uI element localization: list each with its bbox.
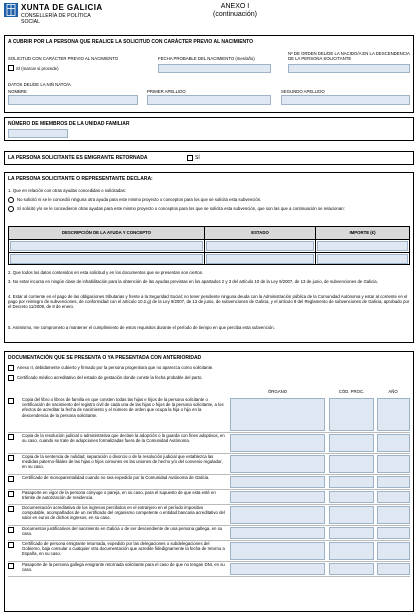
probable-date-field[interactable] bbox=[158, 64, 271, 73]
declaration-item3: 3. No estar incursa en ningún clase de inhabilitación para la obtención de las ayudas previstas en los apartados 2 y 3 del artículo 10 de la Ley 9/2007, de 13 de junio, de subvenciones de Galicia. bbox=[8, 279, 378, 284]
doc-item-row bbox=[8, 397, 410, 433]
section-prior-birth-title: A CUBRIR POR LA PERSONA QUE REALICE LA SOLICITUD CON CARÁCTER PREVIO AL NACIMIENTO bbox=[8, 39, 254, 45]
doc-item-codproc-field[interactable] bbox=[329, 476, 374, 488]
doc-item-text: Pasaporte de la persona gallega emigrante retornada solicitante para el caso de que no tengan DNI, en su caso. bbox=[22, 562, 225, 573]
aid-amount-header: IMPORTE (€) bbox=[349, 230, 376, 235]
aid-desc-header: DESCRIPCIÓN DE LA AYUDA Y CONCEPTO bbox=[62, 230, 151, 235]
surname2-label: SEGUNDO APELLIDO bbox=[281, 89, 325, 94]
doc-item-organo-field[interactable] bbox=[230, 491, 325, 503]
doc-item-checkbox[interactable] bbox=[8, 527, 14, 533]
birth-order-field[interactable] bbox=[288, 64, 410, 73]
doc-item-row bbox=[8, 526, 410, 541]
aid-row2-amount-field[interactable] bbox=[317, 254, 408, 264]
aid-row2-status-field[interactable] bbox=[206, 254, 314, 264]
doc-item-checkbox[interactable] bbox=[8, 434, 14, 440]
doc-item-ano-field[interactable] bbox=[377, 434, 410, 452]
surname1-field[interactable] bbox=[147, 95, 271, 105]
doc-item-row bbox=[8, 541, 410, 562]
doc-item-codproc-field[interactable] bbox=[329, 563, 374, 575]
doc-item-codproc-field[interactable] bbox=[329, 491, 374, 503]
first-name-field[interactable] bbox=[8, 95, 138, 105]
declaration-item4: 4. Estar al corriente en el pago de las obligaciones tributarias y frente a la Seguridad Social; no tener pendiente ninguna deuda con la Administración pública de la Comunidad Autónoma y estar al corriente en el pago por reintegro de subvenciones, de conformidad con el artículo 10.2.g) de la Ley 9/2007, de 13 de junio, de subvenciones de Galicia, y el artículo 9 del Reglamento de subvenciones de Galicia, aprobado por el Decreto 11/2009, de 8 de enero. bbox=[8, 294, 410, 310]
doc-item-text: Documentos justificativos del nacimiento en Galicia o de ser descendiente de una persona gallega, en su caso. bbox=[22, 526, 223, 537]
doc-item-checkbox[interactable] bbox=[8, 542, 14, 548]
doc-annex2-checkbox[interactable] bbox=[8, 365, 14, 371]
doc-item-checkbox[interactable] bbox=[8, 398, 14, 404]
aid-status-header: ESTADO bbox=[251, 230, 269, 235]
documentation-title: DOCUMENTACIÓN QUE SE PRESENTA O YA PRESENTADA CON ANTERIORIDAD bbox=[8, 355, 202, 361]
doc-item-checkbox[interactable] bbox=[8, 476, 14, 482]
doc-item-ano-field[interactable] bbox=[377, 398, 410, 431]
xunta-logo-icon bbox=[4, 3, 18, 17]
doc-item-organo-field[interactable] bbox=[230, 455, 325, 473]
doc-item-checkbox[interactable] bbox=[8, 563, 14, 569]
doc-item-ano-field[interactable] bbox=[377, 476, 410, 488]
doc-item-codproc-field[interactable] bbox=[329, 527, 374, 539]
doc-item-organo-field[interactable] bbox=[230, 527, 325, 539]
col-codproc-header: CÓD. PROC. bbox=[338, 389, 365, 394]
declaration-item1: 1. Que en relación con otras ayudas concedidas o solicitadas: bbox=[8, 188, 126, 193]
doc-item-row bbox=[8, 562, 410, 577]
family-members-field[interactable] bbox=[8, 129, 68, 138]
birth-order-label: Nº DE ORDEN DEL/DE LA NACIDO/A EN LA DESCENDENCIA DE LA PERSONA SOLICITANTE bbox=[288, 51, 410, 62]
doc-item-ano-field[interactable] bbox=[377, 527, 410, 539]
surname2-field[interactable] bbox=[281, 95, 410, 105]
doc-item-row bbox=[8, 454, 410, 475]
aid-row1-status-field[interactable] bbox=[206, 241, 314, 251]
org-name: XUNTA DE GALICIA bbox=[21, 3, 103, 12]
doc-item-row bbox=[8, 475, 410, 490]
doc-item-ano-field[interactable] bbox=[377, 455, 410, 473]
doc-item-text: Copia de la sentencia de nulidad, separación o divorcio o de la resolución judicial que establezca las medidas paterno-filiales de las hijas o hijos comunes en las uniones de hecho y/o del convenio regulador, en su caso. bbox=[22, 454, 223, 470]
aid-row1-desc-field[interactable] bbox=[10, 241, 203, 251]
doc-medical-text: Certificado médico acreditativo del estado de gestación donde conste la fecha probable del parto. bbox=[17, 375, 203, 380]
returned-emigrant-label: LA PERSONA SOLICITANTE ES EMIGRANTE RETORNADA bbox=[8, 155, 148, 161]
child-data-label: DATOS DEL/DE LA NIÑ NATO/A bbox=[8, 82, 71, 87]
annex-title: ANEXO I bbox=[220, 3, 250, 10]
doc-item-organo-field[interactable] bbox=[230, 476, 325, 488]
family-members-label: NÚMERO DE MIEMBROS DE LA UNIDAD FAMILIAR bbox=[8, 121, 130, 127]
doc-item-organo-field[interactable] bbox=[230, 398, 325, 431]
prior-birth-checkbox[interactable] bbox=[8, 65, 14, 71]
doc-item-text: Certificado de monoparentalidad cuando no sea expedido por la Comunidad Autónoma de Galicia. bbox=[22, 475, 210, 480]
doc-item-ano-field[interactable] bbox=[377, 563, 410, 575]
aid-row1-amount-field[interactable] bbox=[317, 241, 408, 251]
dept-line1: CONSELLERÍA DE POLÍTICA bbox=[21, 13, 91, 19]
doc-item-organo-field[interactable] bbox=[230, 506, 325, 524]
doc-item-ano-field[interactable] bbox=[377, 542, 410, 560]
doc-item-organo-field[interactable] bbox=[230, 542, 325, 560]
first-name-label: NOMBRE bbox=[8, 89, 27, 94]
option-no-radio[interactable] bbox=[8, 197, 14, 203]
option-no-text: No solicitó ni se le concedió ninguna otra ayuda para este mismo proyecto o conceptos para los que se solicita esta subvención. bbox=[17, 197, 262, 202]
returned-emigrant-si: SÍ bbox=[195, 155, 200, 161]
prior-birth-si-label: SÍ (marcar si procede) bbox=[16, 66, 59, 71]
doc-item-text: Copia del libro o libros de familia en que consten todas las hijas e hijos de la persona solicitante o certificación de nacimiento del registro civil de cada una de las hijas o hijos de la persona solicitante, a los efectos de acreditar la fecha de nacimiento y el número de orden que ocupa la hija o hijo en la descendencia de la persona solicitante. bbox=[22, 397, 224, 418]
doc-item-organo-field[interactable] bbox=[230, 563, 325, 575]
dept-line2: SOCIAL bbox=[21, 19, 41, 25]
doc-item-codproc-field[interactable] bbox=[329, 455, 374, 473]
doc-item-checkbox[interactable] bbox=[8, 506, 14, 512]
declaration-item2: 2. Que todos los datos contenidos en esta solicitud y en los documentos que se presentan son ciertos. bbox=[8, 270, 204, 275]
probable-date-label: FECHA PROBABLE DEL NACIMIENTO (mes/año) bbox=[158, 56, 255, 61]
doc-item-organo-field[interactable] bbox=[230, 434, 325, 452]
doc-item-row bbox=[8, 490, 410, 505]
doc-item-codproc-field[interactable] bbox=[329, 398, 374, 431]
doc-item-row bbox=[8, 505, 410, 526]
doc-item-codproc-field[interactable] bbox=[329, 506, 374, 524]
doc-item-checkbox[interactable] bbox=[8, 455, 14, 461]
doc-item-checkbox[interactable] bbox=[8, 491, 14, 497]
doc-medical-checkbox[interactable] bbox=[8, 375, 14, 381]
aid-row2-desc-field[interactable] bbox=[10, 254, 203, 264]
declaration-title: LA PERSONA SOLICITANTE O REPRESENTANTE DECLARA: bbox=[8, 176, 153, 182]
returned-emigrant-checkbox[interactable] bbox=[187, 155, 193, 161]
doc-item-divider bbox=[8, 576, 410, 577]
doc-item-text: Copia de la resolución judicial o administrativa que declare la adopción o la guarda con fines adoptivos, en su caso, cuando se trate de adopciones formalizadas fuera de la Comunidad Autónoma. bbox=[22, 433, 225, 444]
doc-annex2-text: Anexo II, debidamente cubierto y firmado por la persona progenitora que no aparezca como solicitante. bbox=[17, 365, 214, 370]
doc-item-ano-field[interactable] bbox=[377, 491, 410, 503]
doc-item-codproc-field[interactable] bbox=[329, 434, 374, 452]
doc-item-text: Certificado de persona emigrante retornada, expedido por las delegaciones o subdelegaciones del Gobierno, baja consular o cualquier otra documentación que acredite fidedignamente la fecha de retorno a España, en su caso. bbox=[22, 541, 225, 557]
doc-item-text: Pasaporte en vigor de la persona cónyuge o pareja, en su caso, para el supuesto de que esta esté en trámite de autorización de residencia. bbox=[22, 490, 216, 501]
doc-item-codproc-field[interactable] bbox=[329, 542, 374, 560]
surname1-label: PRIMER APELLIDO bbox=[147, 89, 186, 94]
doc-item-ano-field[interactable] bbox=[377, 506, 410, 524]
col-ano-header: AÑO bbox=[388, 389, 398, 394]
option-si-text: Sí solicitó y/o se le concedieron otras ayudas para este mismo proyecto o conceptos para los que se solicita esta subvención, que son las que a continuación se relacionan: bbox=[17, 206, 345, 211]
col-organo-header: ÓRGANO bbox=[267, 389, 288, 394]
annex-subtitle: (continuación) bbox=[213, 11, 257, 18]
declaration-item5: 5. Asimismo, me comprometo a mantener el cumplimiento de estos requisitos durante el período de tiempo en que perciba esta subvención. bbox=[8, 325, 275, 330]
doc-item-row bbox=[8, 433, 410, 454]
prior-birth-label: SOLICITUD CON CARÁCTER PREVIO AL NACIMIENTO bbox=[8, 56, 119, 61]
doc-item-text: Documentación acreditativa de los ingresos percibidos en el extranjero en el período impositivo computable, acompañados de un certificado del organismo competente o entidad bancaria acreditativo del valor en euros de dichos ingresos, en su caso. bbox=[22, 505, 225, 521]
option-si-radio[interactable] bbox=[8, 206, 14, 212]
